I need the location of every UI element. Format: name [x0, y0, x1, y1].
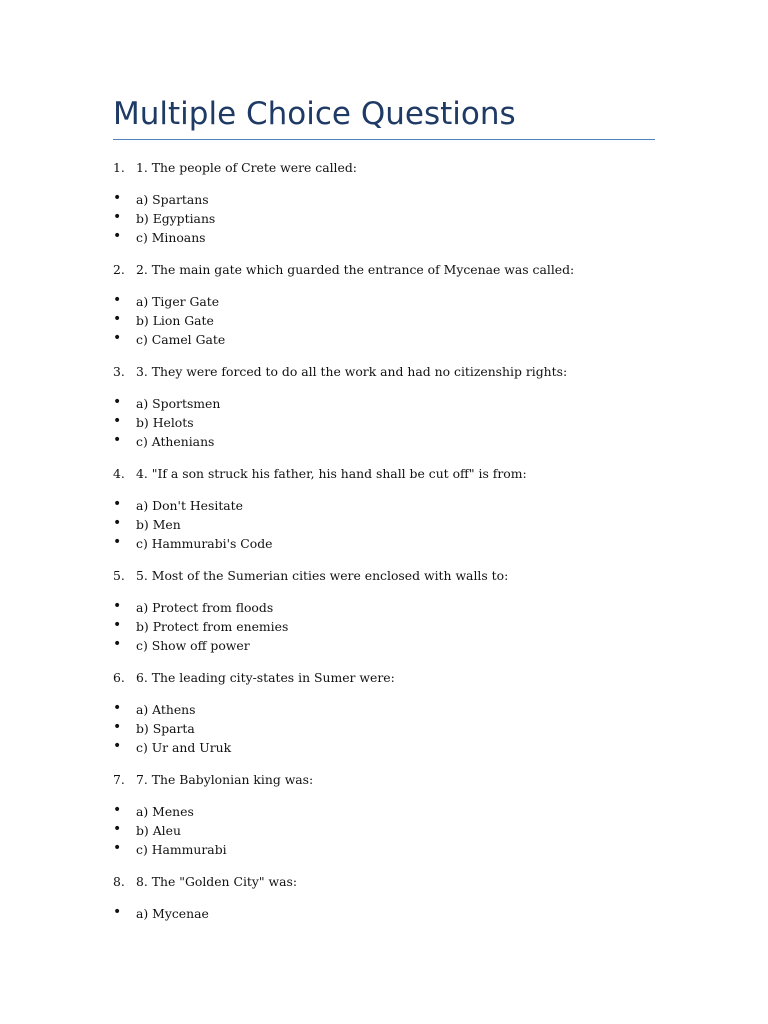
question-text: 1. The people of Crete were called: [136, 160, 357, 175]
bullet-icon: • [113, 432, 122, 448]
option-item [0, 394, 768, 413]
question-line [0, 362, 768, 382]
option-text: b) Lion Gate [136, 313, 214, 328]
bullet-icon: • [113, 802, 122, 818]
question-number: 5. [113, 568, 125, 583]
bullet-icon: • [113, 700, 122, 716]
option-text: c) Show off power [136, 638, 250, 653]
option-item [0, 311, 768, 330]
bullet-icon: • [113, 534, 122, 550]
bullet-icon: • [113, 292, 122, 308]
bullet-icon: • [113, 190, 122, 206]
question-text: 5. Most of the Sumerian cities were enclosed with walls to: [136, 568, 509, 583]
option-text: a) Menes [136, 804, 194, 819]
option-text: b) Helots [136, 415, 194, 430]
question-number: 7. [113, 772, 125, 787]
option-item [0, 738, 768, 757]
bullet-icon: • [113, 904, 122, 920]
option-text: c) Hammurabi [136, 842, 227, 857]
question-line [0, 464, 768, 484]
bullet-icon: • [113, 617, 122, 633]
question-line [0, 260, 768, 280]
question-number: 8. [113, 874, 125, 889]
question-line [0, 770, 768, 790]
question-line [0, 872, 768, 892]
option-item [0, 636, 768, 655]
question-item [0, 158, 768, 247]
page-title: Multiple Choice Questions [113, 96, 516, 132]
question-item [0, 668, 768, 757]
question-text: 4. "If a son struck his father, his hand shall be cut off" is from: [136, 466, 527, 481]
bullet-icon: • [113, 228, 122, 244]
option-list [0, 292, 768, 349]
option-item [0, 413, 768, 432]
option-list [0, 700, 768, 757]
option-item [0, 840, 768, 859]
option-list [0, 190, 768, 247]
option-list [0, 802, 768, 859]
option-text: b) Protect from enemies [136, 619, 289, 634]
option-list [0, 394, 768, 451]
bullet-icon: • [113, 840, 122, 856]
question-item [0, 362, 768, 451]
option-list [0, 598, 768, 655]
bullet-icon: • [113, 515, 122, 531]
option-item [0, 700, 768, 719]
question-number: 4. [113, 466, 125, 481]
option-item [0, 598, 768, 617]
option-text: c) Athenians [136, 434, 215, 449]
question-text: 3. They were forced to do all the work and had no citizenship rights: [136, 364, 568, 379]
bullet-icon: • [113, 496, 122, 512]
option-item [0, 228, 768, 247]
question-text: 7. The Babylonian king was: [136, 772, 314, 787]
question-number: 6. [113, 670, 125, 685]
question-list [0, 158, 768, 936]
option-text: c) Minoans [136, 230, 206, 245]
bullet-icon: • [113, 394, 122, 410]
option-text: a) Protect from floods [136, 600, 274, 615]
bullet-icon: • [113, 330, 122, 346]
question-line [0, 158, 768, 178]
question-item [0, 872, 768, 923]
option-text: a) Sportsmen [136, 396, 221, 411]
option-item [0, 904, 768, 923]
option-item [0, 190, 768, 209]
bullet-icon: • [113, 636, 122, 652]
question-line [0, 668, 768, 688]
question-number: 3. [113, 364, 125, 379]
option-text: a) Mycenae [136, 906, 209, 921]
question-line [0, 566, 768, 586]
option-item [0, 292, 768, 311]
title-underline [113, 139, 655, 140]
bullet-icon: • [113, 738, 122, 754]
option-text: a) Don't Hesitate [136, 498, 243, 513]
option-text: a) Spartans [136, 192, 209, 207]
option-list [0, 904, 768, 923]
option-item [0, 515, 768, 534]
bullet-icon: • [113, 598, 122, 614]
option-text: a) Tiger Gate [136, 294, 220, 309]
option-list [0, 496, 768, 553]
question-item [0, 770, 768, 859]
option-item [0, 719, 768, 738]
option-text: b) Egyptians [136, 211, 216, 226]
option-text: b) Sparta [136, 721, 195, 736]
option-item [0, 617, 768, 636]
option-text: c) Hammurabi's Code [136, 536, 273, 551]
bullet-icon: • [113, 311, 122, 327]
option-text: c) Camel Gate [136, 332, 226, 347]
option-item [0, 432, 768, 451]
question-number: 1. [113, 160, 125, 175]
option-text: b) Aleu [136, 823, 181, 838]
question-text: 6. The leading city-states in Sumer were: [136, 670, 395, 685]
question-item [0, 464, 768, 553]
option-item [0, 209, 768, 228]
bullet-icon: • [113, 821, 122, 837]
option-item [0, 496, 768, 515]
option-text: a) Athens [136, 702, 196, 717]
question-item [0, 566, 768, 655]
option-text: b) Men [136, 517, 181, 532]
option-item [0, 330, 768, 349]
question-text: 8. The "Golden City" was: [136, 874, 298, 889]
option-text: c) Ur and Uruk [136, 740, 232, 755]
option-item [0, 534, 768, 553]
question-item [0, 260, 768, 349]
option-item [0, 821, 768, 840]
option-item [0, 802, 768, 821]
question-text: 2. The main gate which guarded the entrance of Mycenae was called: [136, 262, 575, 277]
bullet-icon: • [113, 209, 122, 225]
bullet-icon: • [113, 413, 122, 429]
question-number: 2. [113, 262, 125, 277]
bullet-icon: • [113, 719, 122, 735]
